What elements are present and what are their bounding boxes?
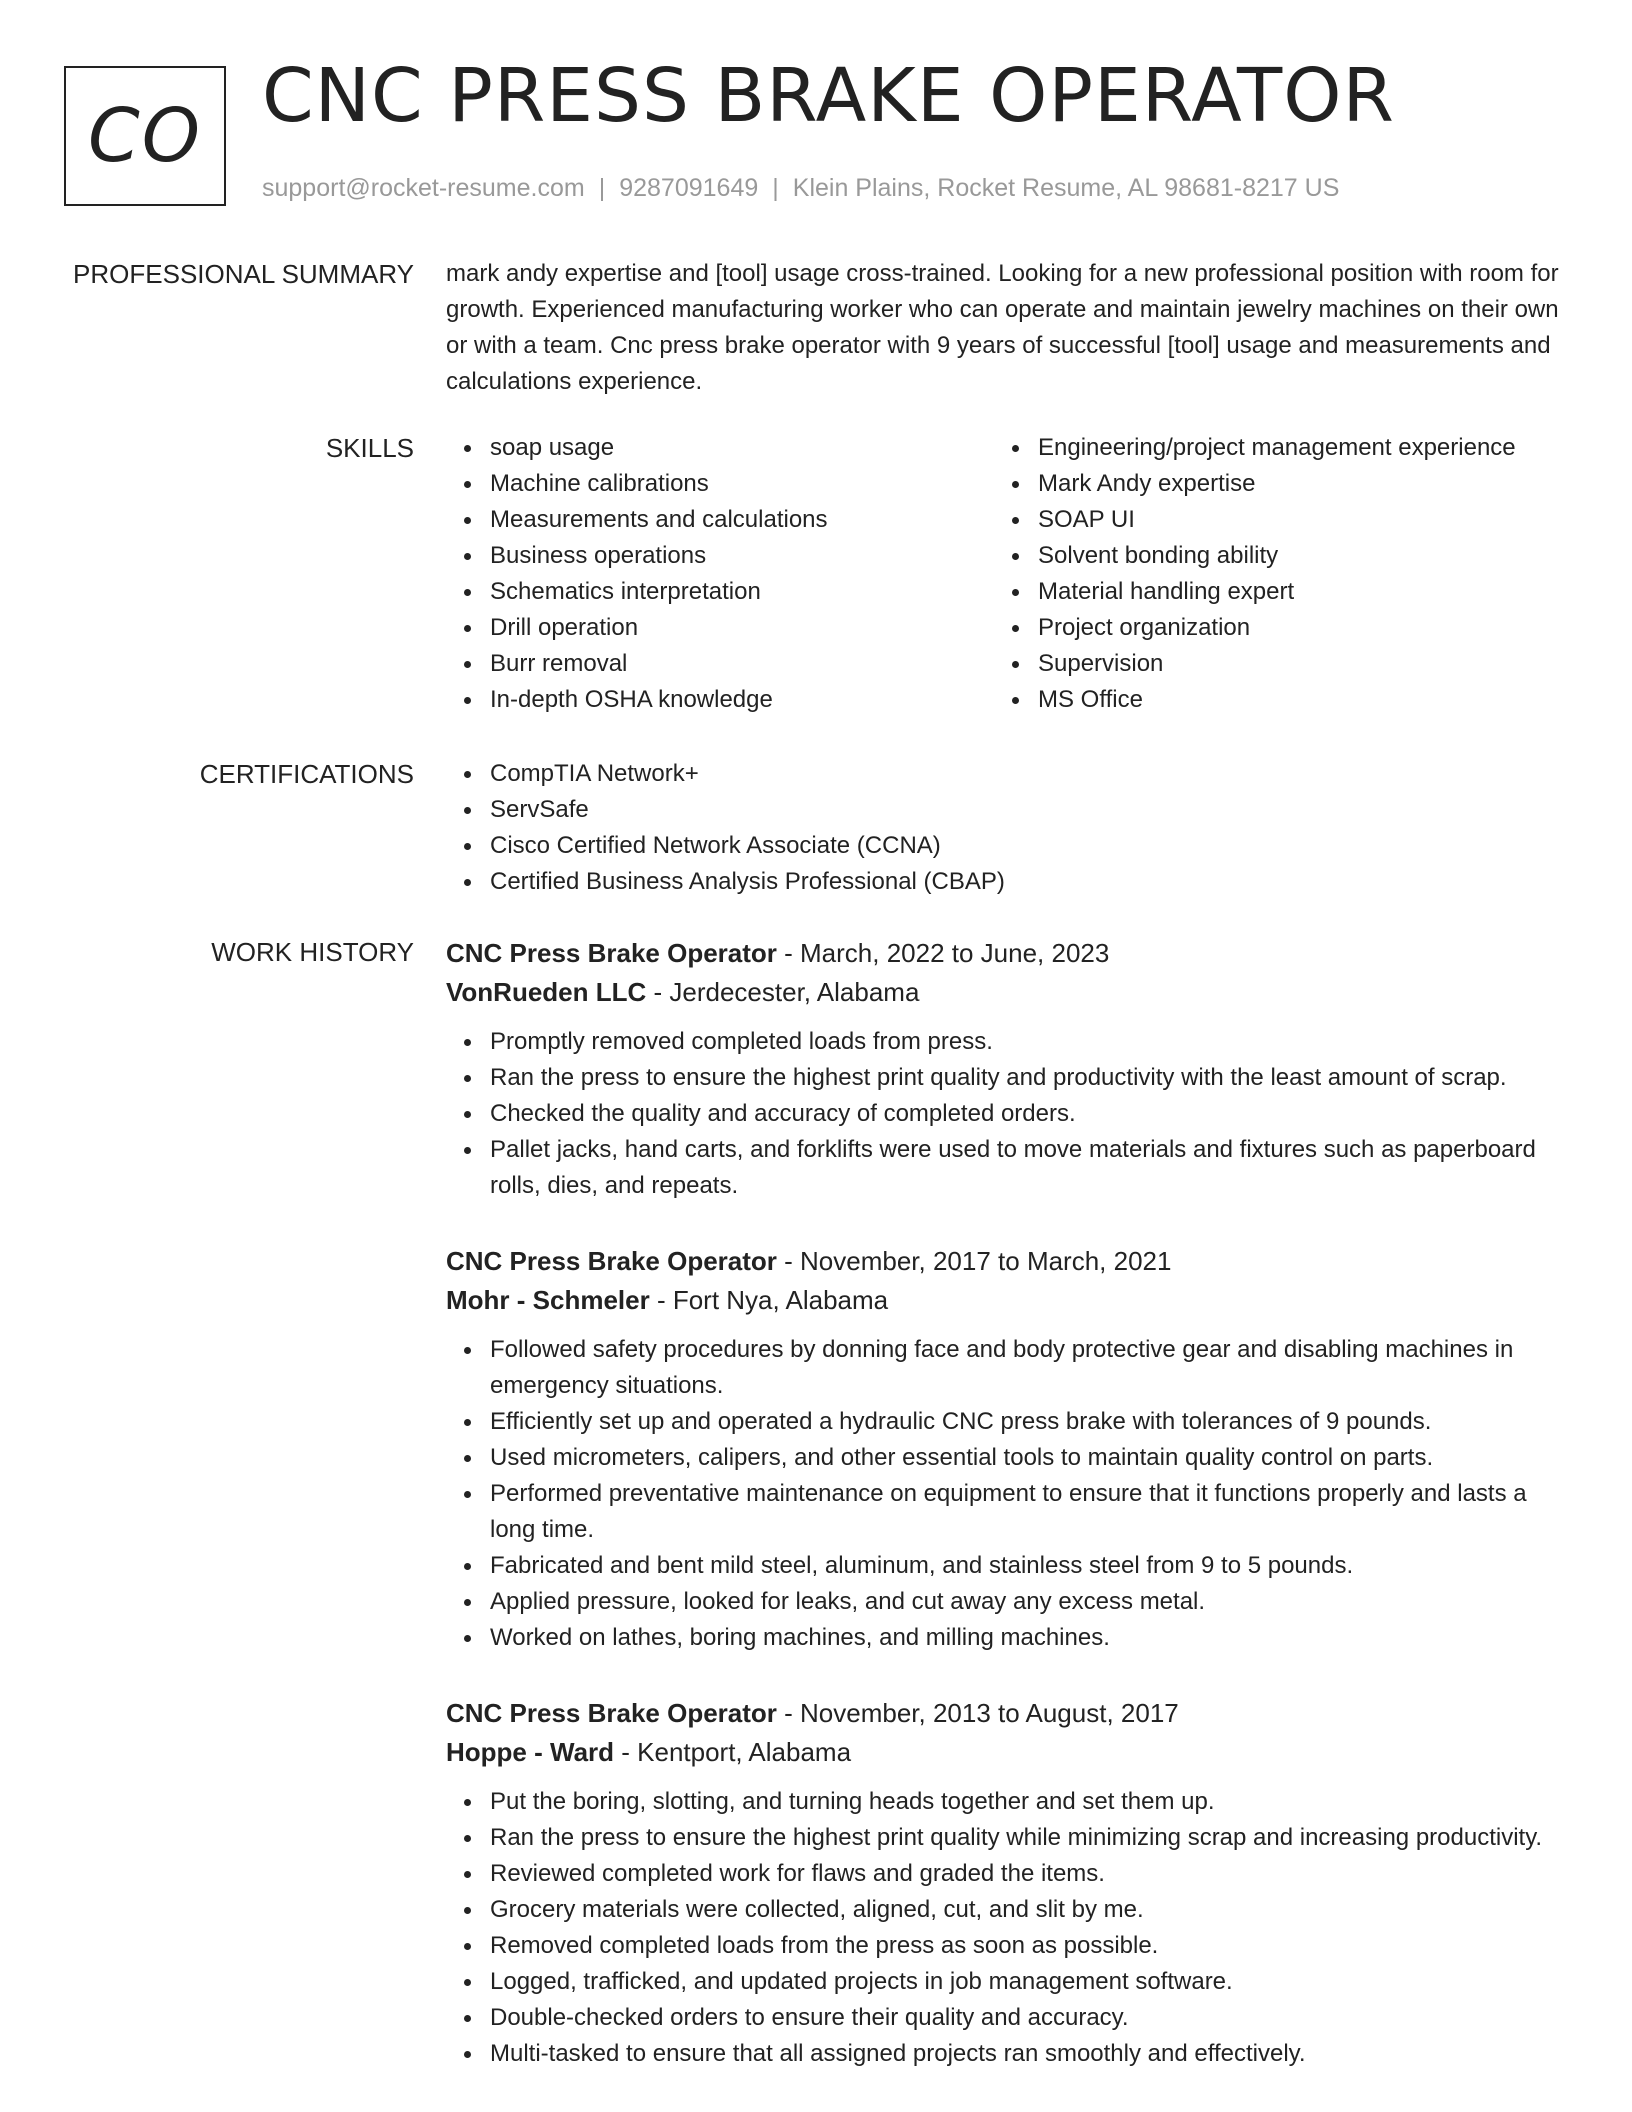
job-bullets (446, 1024, 1566, 1204)
job-company-line (446, 1733, 1566, 1772)
job-bullets (446, 1784, 1566, 2072)
job-entry (446, 934, 1566, 1204)
contact-phone: 9287091649 (619, 174, 759, 202)
monogram-box (64, 66, 226, 206)
skill-item: Business operations (490, 538, 994, 574)
job-bullet: Double-checked orders to ensure their quality and accuracy. (490, 2000, 1566, 2036)
job-bullet: Ran the press to ensure the highest print quality and productivity with the least amount of scrap. (490, 1060, 1566, 1096)
skills-column-left (446, 430, 994, 718)
skill-item: Solvent bonding ability (1038, 538, 1542, 574)
work-history-body (446, 934, 1566, 2072)
job-company: Hoppe - Ward (446, 1737, 615, 1767)
monogram-initials: CO (88, 93, 202, 179)
job-bullet: Logged, trafficked, and updated projects in job management software. (490, 1964, 1566, 2000)
job-bullet: Followed safety procedures by donning face and body protective gear and disabling machines in emergency situations. (490, 1332, 1566, 1404)
certification-item: Cisco Certified Network Associate (CCNA) (490, 828, 1566, 864)
job-bullet: Put the boring, slotting, and turning heads together and set them up. (490, 1784, 1566, 1820)
job-company: VonRueden LLC (446, 977, 647, 1007)
skills-column-right (994, 430, 1542, 718)
job-bullet: Used micrometers, calipers, and other essential tools to maintain quality control on parts. (490, 1440, 1566, 1476)
job-bullet: Applied pressure, looked for leaks, and cut away any excess metal. (490, 1584, 1566, 1620)
job-bullet: Checked the quality and accuracy of completed orders. (490, 1096, 1566, 1132)
job-dates: - November, 2017 to March, 2021 (776, 1246, 1172, 1276)
job-bullet: Efficiently set up and operated a hydraulic CNC press brake with tolerances of 9 pounds. (490, 1404, 1566, 1440)
certifications-body (446, 756, 1566, 900)
skill-item: Project organization (1038, 610, 1542, 646)
certification-item: ServSafe (490, 792, 1566, 828)
skill-item: Burr removal (490, 646, 994, 682)
work-history-label: WORK HISTORY (211, 937, 414, 967)
skill-item: Machine calibrations (490, 466, 994, 502)
job-dates: - November, 2013 to August, 2017 (776, 1698, 1179, 1728)
job-location: - Kentport, Alabama (614, 1737, 852, 1767)
job-location: - Fort Nya, Alabama (649, 1285, 889, 1315)
job-title-line (446, 1694, 1566, 1733)
resume-name: CNC PRESS BRAKE OPERATOR (262, 53, 1395, 139)
certifications-label: CERTIFICATIONS (199, 759, 414, 789)
job-title: CNC Press Brake Operator (446, 938, 777, 968)
job-bullets (446, 1332, 1566, 1656)
job-company-line (446, 1281, 1566, 1320)
job-company: Mohr - Schmeler (446, 1285, 650, 1315)
job-title: CNC Press Brake Operator (446, 1698, 777, 1728)
skills-label: SKILLS (325, 433, 414, 463)
skills-body (446, 430, 1566, 718)
skill-item: soap usage (490, 430, 994, 466)
job-bullet: Reviewed completed work for flaws and graded the items. (490, 1856, 1566, 1892)
contact-email: support@rocket-resume.com (262, 174, 585, 202)
skill-item: Engineering/project management experience (1038, 430, 1542, 466)
job-bullet: Fabricated and bent mild steel, aluminum, and stainless steel from 9 to 5 pounds. (490, 1548, 1566, 1584)
job-company-line (446, 973, 1566, 1012)
job-dates: - March, 2022 to June, 2023 (776, 938, 1110, 968)
skill-item: Mark Andy expertise (1038, 466, 1542, 502)
summary-text: mark andy expertise and [tool] usage cross-trained. Looking for a new professional position with room for growth. Experienced manufacturing worker who can operate and maintain jewelry machines on their own or with a team. Cnc press brake operator with 9 years of successful [tool] usage and measurements and calculations experience. (446, 260, 1559, 395)
skill-item: Schematics interpretation (490, 574, 994, 610)
skill-item: MS Office (1038, 682, 1542, 718)
summary-label: PROFESSIONAL SUMMARY (73, 259, 414, 289)
job-bullet: Promptly removed completed loads from press. (490, 1024, 1566, 1060)
certification-item: Certified Business Analysis Professional (CBAP) (490, 864, 1566, 900)
job-bullet: Multi-tasked to ensure that all assigned projects ran smoothly and effectively. (490, 2036, 1566, 2072)
job-entry (446, 1242, 1566, 1656)
contact-separator: | (598, 174, 606, 202)
job-bullet: Grocery materials were collected, aligned, cut, and slit by me. (490, 1892, 1566, 1928)
contact-line (262, 174, 1339, 203)
job-bullet: Ran the press to ensure the highest print quality while minimizing scrap and increasing productivity. (490, 1820, 1566, 1856)
job-location: - Jerdecester, Alabama (646, 977, 920, 1007)
job-title: CNC Press Brake Operator (446, 1246, 777, 1276)
job-title-line (446, 1242, 1566, 1281)
skill-item: Drill operation (490, 610, 994, 646)
job-bullet: Worked on lathes, boring machines, and milling machines. (490, 1620, 1566, 1656)
contact-separator: | (772, 174, 779, 202)
certification-item: CompTIA Network+ (490, 756, 1566, 792)
job-bullet: Pallet jacks, hand carts, and forklifts were used to move materials and fixtures such as paperboard rolls, dies, and repeats. (490, 1132, 1566, 1204)
skill-item: In-depth OSHA knowledge (490, 682, 994, 718)
job-entry (446, 1694, 1566, 2072)
skill-item: Measurements and calculations (490, 502, 994, 538)
skill-item: SOAP UI (1038, 502, 1542, 538)
job-bullet: Removed completed loads from the press as soon as possible. (490, 1928, 1566, 1964)
skill-item: Material handling expert (1038, 574, 1542, 610)
skill-item: Supervision (1038, 646, 1542, 682)
job-title-line (446, 934, 1566, 973)
contact-address: Klein Plains, Rocket Resume, AL 98681-8217 US (792, 174, 1340, 202)
job-bullet: Performed preventative maintenance on equipment to ensure that it functions properly and lasts a long time. (490, 1476, 1566, 1548)
